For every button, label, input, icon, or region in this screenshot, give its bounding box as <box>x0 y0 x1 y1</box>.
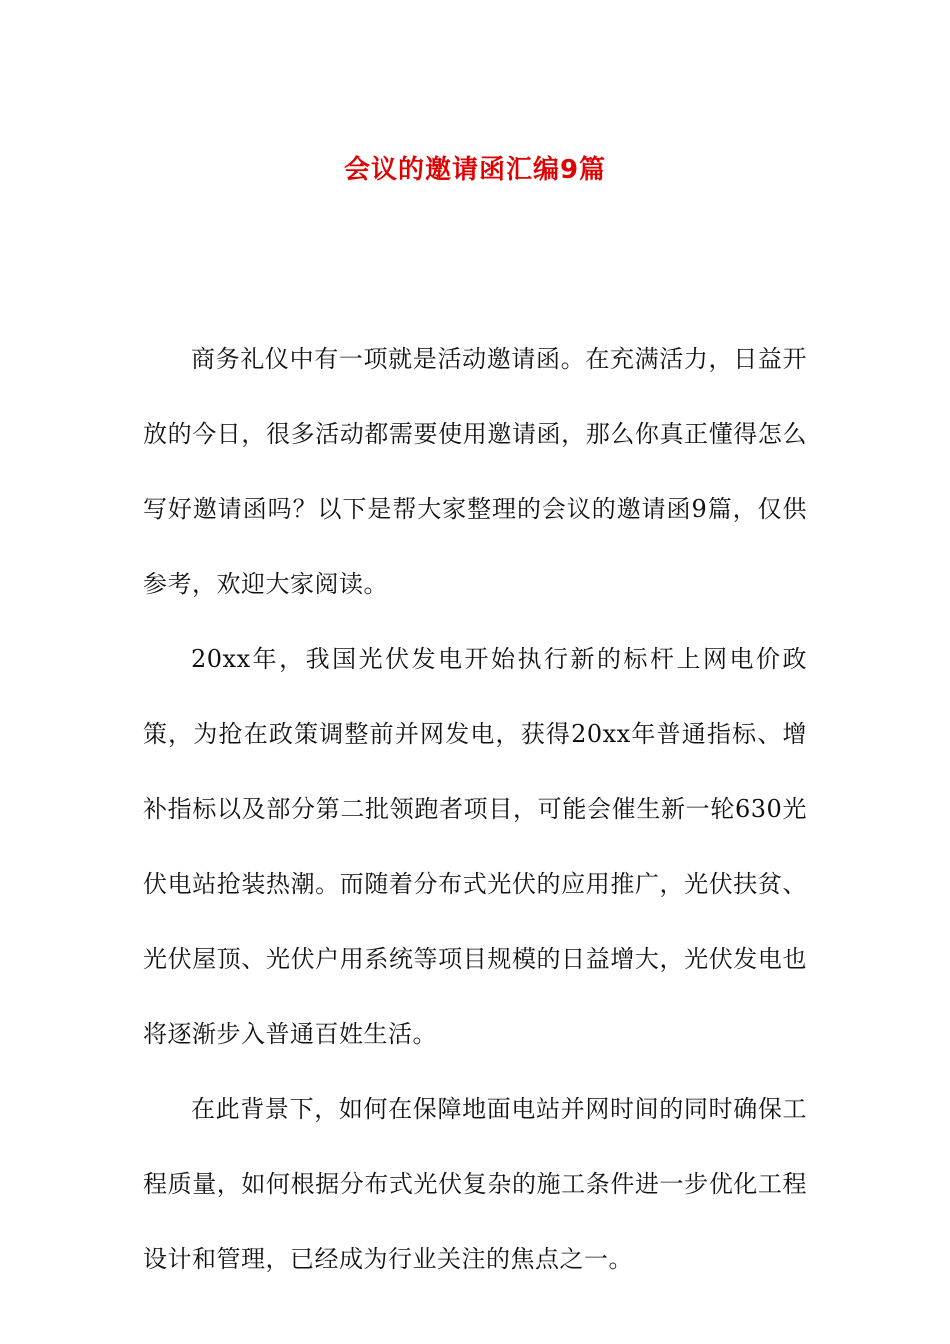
paragraph-background: 20xx年，我国光伏发电开始执行新的标杆上网电价政策，为抢在政策调整前并网发电，获得20xx年普通指标、增补指标以及部分第二批领跑者项目，可能会催生新一轮630光伏电站抢装热潮。而随着分布式光伏的应用推广，光伏扶贫、光伏屋顶、光伏户用系统等项目规模的日益增大，光伏发电也将逐渐步入普通百姓生活。 <box>143 645 807 1048</box>
document-body <box>143 322 807 1297</box>
paragraph-intro: 商务礼仪中有一项就是活动邀请函。在充满活力，日益开放的今日，很多活动都需要使用邀请函，那么你真正懂得怎么写好邀请函吗？以下是帮大家整理的会议的邀请函9篇，仅供参考，欢迎大家阅读。 <box>143 345 807 598</box>
paragraph-focus: 在此背景下，如何在保障地面电站并网时间的同时确保工程质量，如何根据分布式光伏复杂的施工条件进一步优化工程设计和管理，已经成为行业关注的焦点之一。 <box>143 1095 807 1273</box>
document-title: 会议的邀请函汇编9篇 <box>343 155 607 186</box>
